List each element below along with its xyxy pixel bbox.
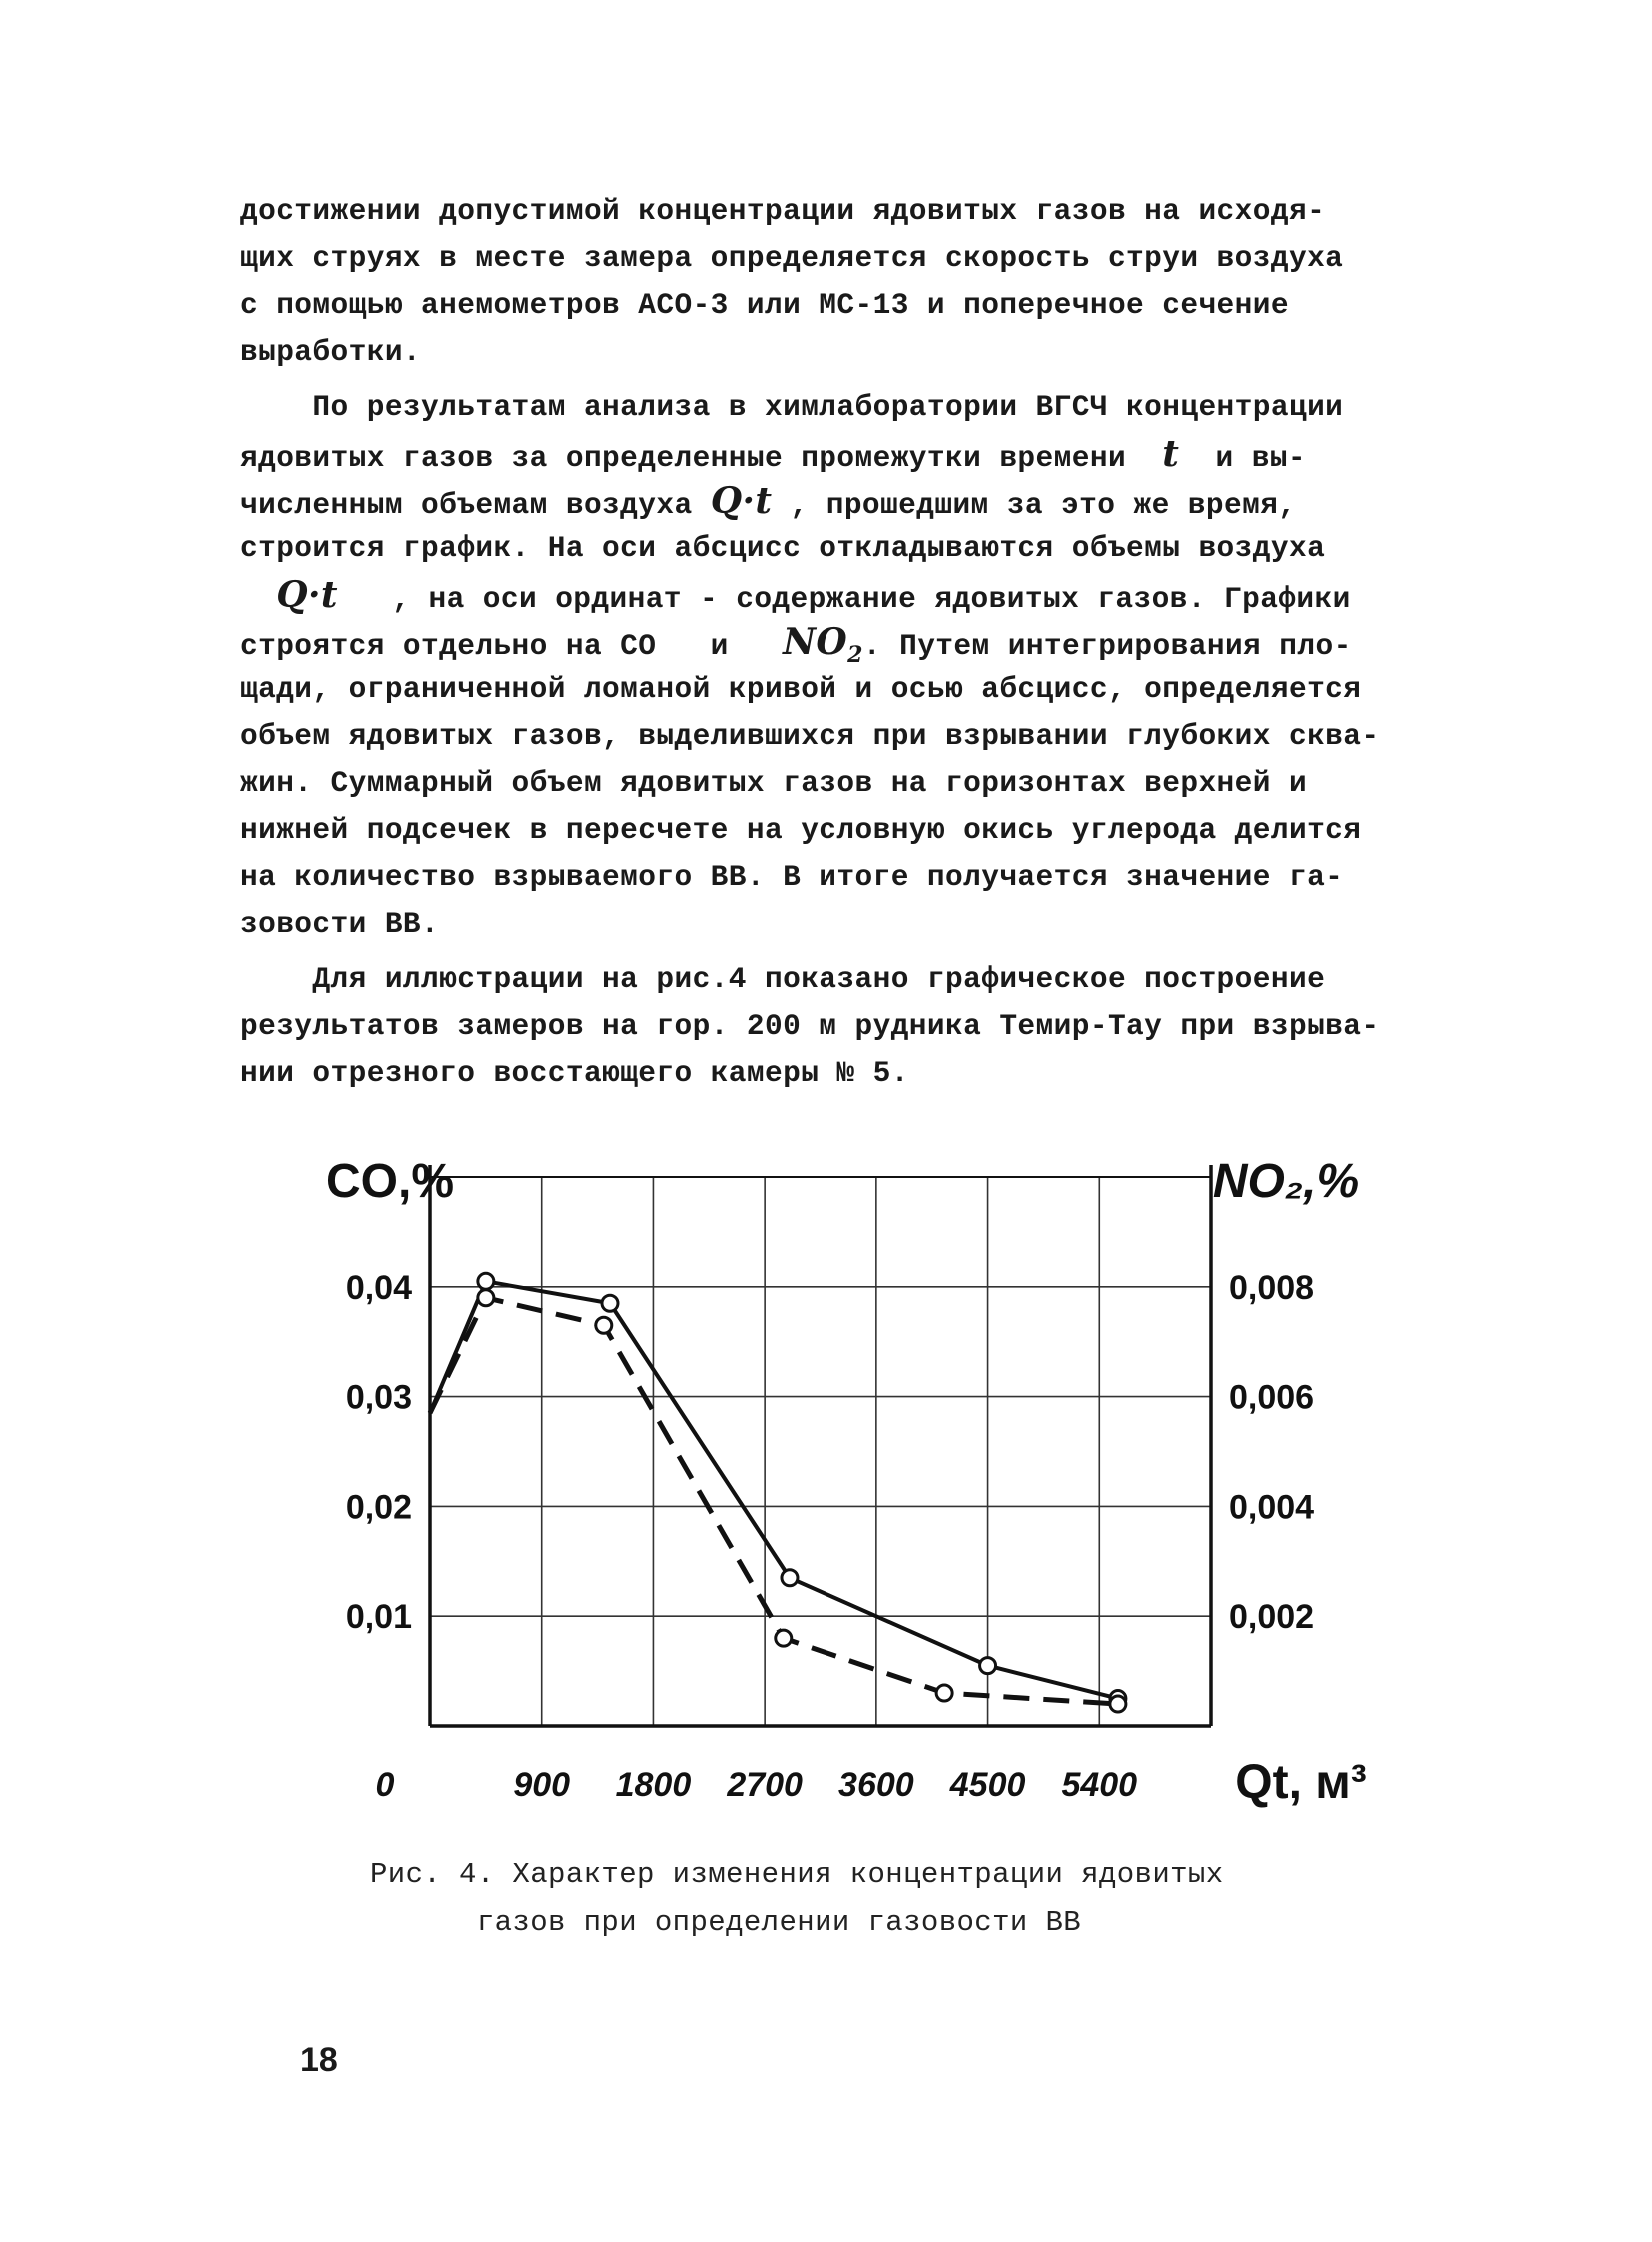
text-line: щих струях в месте замера определяется скорость струи воздуха bbox=[240, 241, 1344, 275]
data-point-no2 bbox=[776, 1630, 792, 1646]
text-run: зовости ВВ. bbox=[240, 907, 440, 941]
x-tick-label: 5400 bbox=[1061, 1766, 1138, 1804]
formula: Q·t bbox=[276, 574, 338, 616]
y-right-tick-label: 0,002 bbox=[1229, 1598, 1315, 1637]
data-point-co bbox=[782, 1570, 798, 1586]
text-run: ядовитых газов за определенные промежутки времени bbox=[240, 441, 1163, 475]
text-run: строятся отдельно на CO и bbox=[240, 629, 784, 663]
text-run: . Путем интегрирования пло- bbox=[862, 629, 1352, 663]
text-line: выработки. bbox=[240, 335, 422, 369]
data-point-co bbox=[478, 1273, 494, 1289]
text-run: численным объемам воздуха bbox=[240, 488, 711, 522]
y-right-axis-label: NO₂,% bbox=[1212, 1155, 1360, 1208]
y-right-tick-label: 0,006 bbox=[1229, 1378, 1315, 1417]
text-run: , на оси ординат - содержание ядовитых газов. Графики bbox=[337, 582, 1351, 616]
text-run: и вы- bbox=[1179, 441, 1307, 475]
text-run: По результатам анализа в химлаборатории ВГСЧ концентрации bbox=[240, 390, 1344, 424]
formula: NO bbox=[783, 621, 848, 663]
text-run: нижней подсечек в пересчете на условную окись углерода делится bbox=[240, 813, 1362, 847]
x-tick-label: 0 bbox=[375, 1766, 395, 1804]
caption-line: Рис. 4. Характер изменения концентрации ядовитых bbox=[370, 1858, 1224, 1891]
y-left-tick-label: 0,02 bbox=[345, 1488, 412, 1527]
caption-line: газов при определении газовости ВВ bbox=[370, 1906, 1082, 1939]
data-point-no2 bbox=[596, 1317, 612, 1333]
y-left-tick-label: 0,01 bbox=[345, 1598, 412, 1637]
x-tick-label: 3600 bbox=[838, 1766, 914, 1804]
series-line-no2 bbox=[430, 1298, 1118, 1704]
text-run: строится график. На оси абсцисс откладываются объемы воздуха bbox=[240, 531, 1326, 565]
y-left-axis-label: CO,% bbox=[325, 1155, 455, 1208]
x-tick-label: 1800 bbox=[615, 1766, 692, 1804]
x-axis-label: Qt, м³ bbox=[1235, 1756, 1367, 1809]
page-number: 18 bbox=[300, 2041, 338, 2079]
formula-subscript: 2 bbox=[847, 642, 863, 668]
y-left-tick-label: 0,04 bbox=[345, 1268, 412, 1307]
data-point-no2 bbox=[478, 1290, 494, 1306]
data-point-co bbox=[980, 1658, 996, 1674]
y-left-tick-label: 0,03 bbox=[345, 1378, 412, 1417]
y-right-tick-label: 0,008 bbox=[1229, 1268, 1315, 1307]
text-run: , прошедшим за это же время, bbox=[772, 488, 1297, 522]
text-line: с помощью анемометров АСО-3 или МС-13 и поперечное сечение bbox=[240, 288, 1289, 322]
data-point-no2 bbox=[1110, 1696, 1126, 1712]
text-run: на количество взрываемого ВВ. В итоге получается значение га- bbox=[240, 860, 1344, 894]
formula: t bbox=[1162, 433, 1180, 475]
text-run: щади, ограниченной ломаной кривой и осью абсцисс, определяется bbox=[240, 672, 1362, 706]
text-line: результатов замеров на гор. 200 м рудника Темир-Тау при взрыва- bbox=[240, 1009, 1380, 1043]
data-point-co bbox=[602, 1295, 618, 1311]
text-line: Для иллюстрации на рис.4 показано графическое построение bbox=[240, 962, 1326, 996]
text-run: объем ядовитых газов, выделившихся при взрывании глубоких сква- bbox=[240, 719, 1380, 753]
formula: Q·t bbox=[710, 480, 773, 522]
text-run: жин. Суммарный объем ядовитых газов на горизонтах верхней и bbox=[240, 766, 1308, 800]
x-tick-label: 900 bbox=[513, 1766, 571, 1804]
figure-caption bbox=[370, 1851, 1369, 1947]
series-line-co bbox=[430, 1281, 1118, 1698]
text-line: достижении допустимой концентрации ядовитых газов на исходя- bbox=[240, 194, 1326, 228]
text-line: нии отрезного восстающего камеры № 5. bbox=[240, 1056, 909, 1090]
data-point-no2 bbox=[936, 1685, 952, 1701]
x-tick-label: 2700 bbox=[727, 1766, 803, 1804]
x-tick-label: 4500 bbox=[949, 1766, 1026, 1804]
y-right-tick-label: 0,004 bbox=[1229, 1488, 1315, 1527]
